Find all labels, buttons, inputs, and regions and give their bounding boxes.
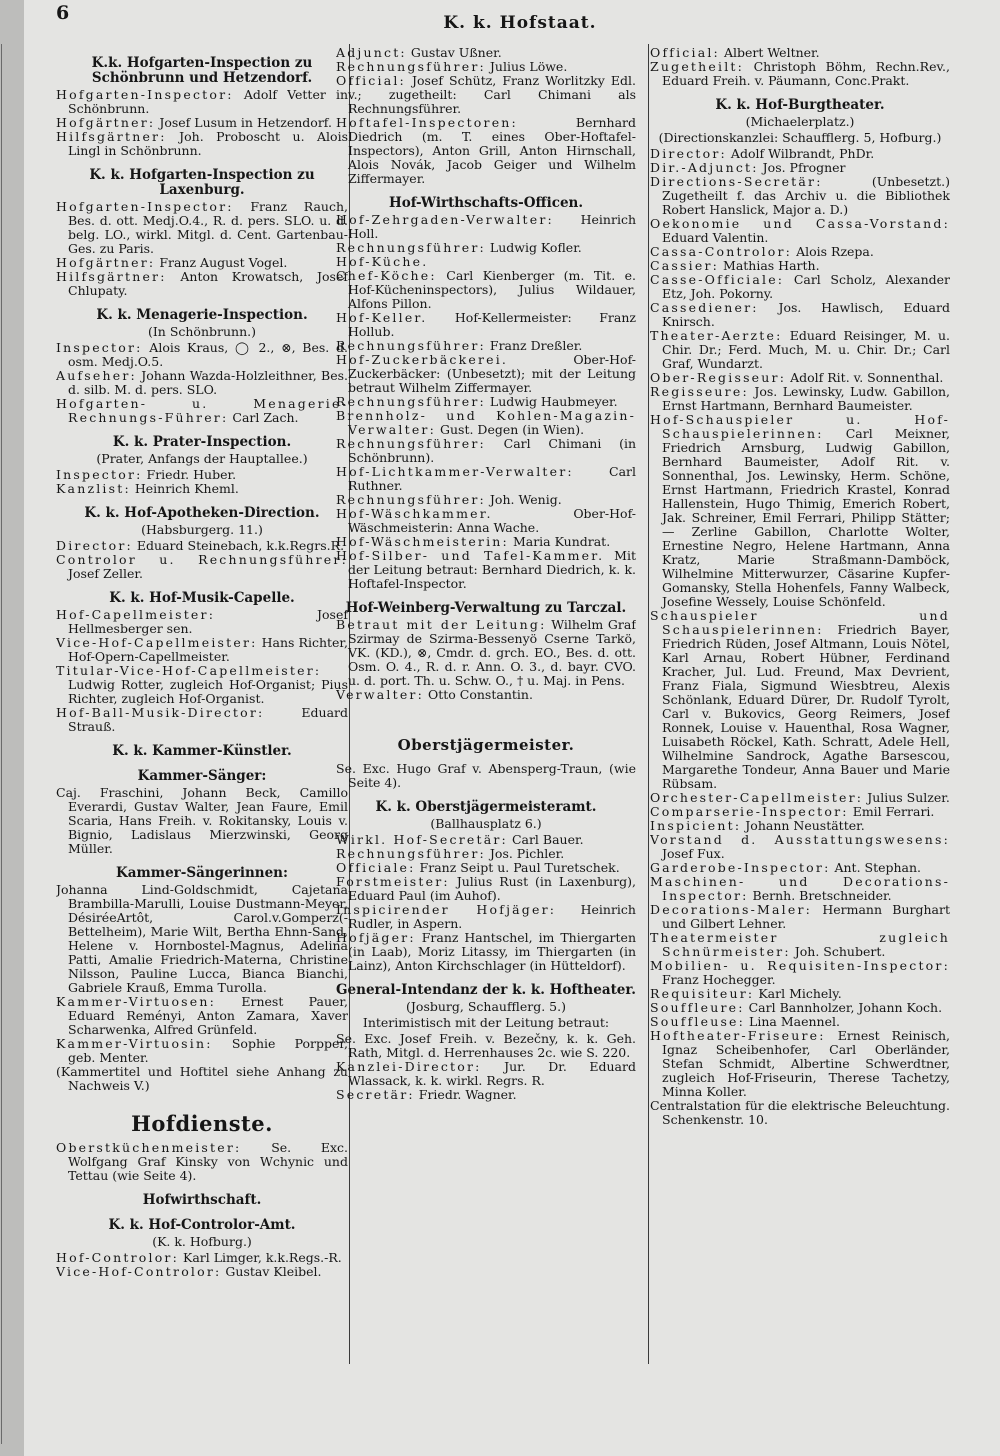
directory-entry: [336, 311, 636, 339]
entry-names: Carl Chimani (in Schönbrunn).: [348, 436, 636, 465]
entry-role: Inspector:: [56, 467, 143, 482]
entry-role: Chef-Köche:: [336, 268, 437, 283]
entry-names: Ober-Hof-Zuckerbäcker: (Unbesetzt); mit der Leitung betraut Wilhelm Ziffermayer.: [348, 352, 636, 395]
directory-entry: [336, 493, 636, 507]
entry-role: Casse-Officiale:: [650, 272, 785, 287]
directory-entry: [650, 161, 950, 175]
entry-names: Jos. Lewinsky, Ludw. Gabillon, Ernst Hartmann, Bernhard Baumeister.: [662, 384, 950, 413]
directory-entry: [336, 861, 636, 875]
entry-names: Ernest Pauer, Eduard Reményi, Anton Zamara, Xaver Scharwenka, Alfred Grünfeld.: [68, 994, 348, 1037]
directory-entry: [56, 706, 348, 734]
entry-role: Hofgärtner:: [56, 115, 156, 130]
entry-names: Jos. Pichler.: [489, 846, 565, 861]
entry-role: Rechnungsführer:: [336, 240, 486, 255]
directory-entry: [336, 437, 636, 465]
directory-entry: [650, 147, 950, 161]
directory-entry: [336, 1088, 636, 1102]
entry-names: Franz Hochegger.: [662, 972, 776, 987]
directory-entry: [56, 1265, 348, 1279]
entry-role: Officiale:: [336, 860, 416, 875]
directory-entry: [650, 1029, 950, 1099]
entry-names: Carl Meixner, Friedrich Arnsburg, Ludwig Gabillon, Bernhard Baumeister, Adolf Rit. v. Sonnenthal, Jos. Lewinsky, Herm. Schöne, Ernst Hartmann, Friedrich Krastel, Konrad Hallenstein, Hugo Thimig, Emerich Robert, Jak. Schreiner, Emil Ferrari, Philipp Stätter; — Zerline Gabillon, Charlotte Wolter, Ernestine Negro, Helene Hartmann, Anna Kratz, Marie Straßmann-Damböck, Wilhelmine Mitterwurzer, Cäsarine Kupfer-Gomansky, Stella Hohenfels, Fanny Walbeck, Josefine Wessely, Louise Schönfeld.: [662, 426, 950, 609]
directory-entry: [336, 409, 636, 437]
directory-entry: [650, 217, 950, 245]
entry-names: Hof-Kellermeister: Franz Hollub.: [348, 310, 636, 339]
entry-role: Hof-Ball-Musik-Director:: [56, 705, 265, 720]
entry-role: Cassediener:: [650, 300, 759, 315]
entry-role: Inspicirender Hofjäger:: [336, 902, 557, 917]
directory-entry: [336, 74, 636, 116]
entry-names: Se. Exc. Wolfgang Graf Kinsky von Wchynic und Tettau (wie Seite 4).: [68, 1140, 348, 1183]
entry-names: Karl Michely.: [758, 986, 842, 1001]
entry-role: Hof-Silber- und Tafel-Kammer.: [336, 548, 605, 563]
entry-names: Albert Weltner.: [723, 46, 820, 60]
text-paragraph: Se. Exc. Hugo Graf v. Abensperg-Traun, (wie Seite 4).: [336, 761, 636, 790]
section-heading: Hof-Weinberg-Verwaltung zu Tarczal.: [345, 600, 627, 616]
directory-entry: [336, 116, 636, 186]
entry-role: Hof-Lichtkammer-Verwalter:: [336, 464, 574, 479]
section-subtitle: (Josburg, Schaufflerg. 5.): [406, 999, 566, 1014]
binding-gutter: [0, 0, 24, 1456]
entry-role: Hof-Wäschkammer.: [336, 506, 493, 521]
margin-rule: [1, 44, 2, 1444]
directory-entry: [56, 1251, 348, 1265]
page-number: 6: [56, 2, 70, 24]
column-right: [650, 46, 950, 1391]
entry-names: Josef Lusum in Hetzendorf.: [159, 115, 332, 130]
entry-names: Karl Limger, k.k.Regs.-R.: [183, 1250, 342, 1265]
directory-entry: [650, 175, 950, 217]
column-rule-2: [648, 44, 649, 1364]
entry-names: Carl Kienberger (m. Tit. e. Hof-Kücheninspectors), Julius Wildauer, Alfons Pillon.: [348, 268, 636, 311]
directory-entry: [56, 539, 348, 553]
directory-entry: [56, 130, 348, 158]
entry-role: Comparserie-Inspector:: [650, 804, 849, 819]
entry-role: Official:: [650, 46, 720, 60]
entry-names: Gustav Kleibel.: [225, 1264, 322, 1279]
directory-entry: [56, 636, 348, 664]
entry-role: Rechnungsführer:: [336, 394, 486, 409]
entry-role: Hof-Keller.: [336, 310, 428, 325]
entry-role: Regisseure:: [650, 384, 749, 399]
entry-role: Orchester-Capellmeister:: [650, 790, 864, 805]
major-heading: Oberstjägermeister.: [397, 736, 575, 754]
entry-role: Secretär:: [336, 1087, 415, 1102]
major-heading: Hofdienste.: [131, 1111, 273, 1136]
directory-entry: [650, 959, 950, 987]
entry-role: Hof-Controlor:: [56, 1250, 180, 1265]
section-heading: General-Intendanz der k. k. Hoftheater.: [336, 982, 636, 998]
directory-entry: [650, 329, 950, 371]
entry-role: Rechnungsführer:: [336, 436, 486, 451]
directory-entry: [336, 875, 636, 903]
entry-names: Anton Krowatsch, Josef Chlupaty.: [68, 269, 348, 298]
directory-entry: [336, 465, 636, 493]
directory-entry: [650, 987, 950, 1001]
directory-entry: [650, 1015, 950, 1029]
entry-names: Friedr. Huber.: [146, 467, 237, 482]
directory-entry: [336, 507, 636, 535]
entry-names: Sophie Porpper, geb. Menter.: [68, 1036, 348, 1065]
directory-entry: [56, 341, 348, 369]
entry-names: Joh. Proboscht u. Alois Lingl in Schönbrunn.: [68, 129, 348, 158]
entry-role: Kanzlei-Director:: [336, 1059, 482, 1074]
directory-entry: [336, 535, 636, 549]
section-heading: K. k. Prater-Inspection.: [112, 434, 292, 450]
entry-role: Hof-Capellmeister:: [56, 607, 216, 622]
entry-names: Mathias Harth.: [723, 258, 820, 273]
entry-role: Cassa-Controlor:: [650, 244, 793, 259]
entry-role: Dir.-Adjunct:: [650, 160, 759, 175]
entry-role: Director:: [650, 146, 727, 161]
entry-names: Mit der Leitung betraut: Bernhard Diedrich, k. k. Hoftafel-Inspector.: [348, 548, 636, 591]
section-heading: K.k. Hofgarten-Inspection zu Schönbrunn und Hetzendorf.: [91, 55, 313, 86]
entry-role: Hofgarten-Inspector:: [56, 199, 234, 214]
entry-role: Cassier:: [650, 258, 720, 273]
directory-entry: [56, 468, 348, 482]
entry-names: Heinrich Kheml.: [134, 481, 239, 496]
entry-names: Hans Richter, Hof-Opern-Capellmeister.: [68, 635, 348, 664]
entry-names: Carl Bauer.: [511, 832, 584, 847]
directory-entry: [336, 1060, 636, 1088]
entry-role: Betraut mit der Leitung:: [336, 617, 547, 632]
entry-names: Adolf Rit. v. Sonnenthal.: [790, 370, 944, 385]
column-middle: [336, 46, 636, 1386]
directory-entry: [336, 353, 636, 395]
section-heading: Hofwirthschaft.: [142, 1192, 262, 1208]
directory-entry: [56, 270, 348, 298]
entry-names: Carl Ruthner.: [348, 464, 636, 493]
entry-names: Alois Rzepa.: [796, 244, 874, 259]
entry-names: Franz Rauch, Bes. d. ott. Medj.O.4., R. d. pers. SLO. u. d. belg. LO., wirkl. Mitgl. d. Cent. Gartenbau-Ges. zu Paris.: [68, 199, 348, 256]
section-subtitle: (K. k. Hofburg.): [152, 1234, 252, 1249]
entry-role: Inspector:: [56, 340, 143, 355]
entry-names: Ludwig Rotter, zugleich Hof-Organist; Pius Richter, zugleich Hof-Organist.: [68, 677, 348, 706]
entry-names: Maria Kundrat.: [512, 534, 611, 549]
entry-role: Titular-Vice-Hof-Capellmeister:: [56, 663, 322, 678]
entry-role: Hof-Schauspieler u. Hof-Schauspielerinnen:: [650, 412, 950, 441]
directory-entry: [56, 256, 348, 270]
directory-entry: [650, 60, 950, 88]
directory-entry: [650, 609, 950, 791]
text-paragraph: Caj. Fraschini, Johann Beck, Camillo Everardi, Gustav Walter, Jean Faure, Emil Scaria, Hans Freih. v. Rokitansky, Louis v. Bignio, Ladislaus Mierzwinski, Georg Müller.: [56, 785, 348, 856]
entry-names: Julius Sulzer.: [867, 790, 950, 805]
section-subtitle: Interimistisch mit der Leitung betraut:: [362, 1015, 610, 1030]
entry-role: Official:: [336, 73, 406, 88]
section-subtitle: (Michaelerplatz.): [745, 114, 855, 129]
running-head: K. k. Hofstaat.: [443, 13, 597, 33]
entry-names: Friedrich Bayer, Friedrich Rüden, Josef Altmann, Louis Nötel, Karl Arnau, Robert Hübner, Ferdinand Kracher, Jul. Lud. Freund, Max Devrient, Franz Fiala, Sigmund Wiesbtreu, Alexis Schönlank, Eduard Dürer, Dr. Rudolf Tyrolt, Carl v. Bukovics, Georg Reimers, Josef Ronnek, Louise v. Hauenthal, Rosa Wagner, Luisabeth Röckel, Kath. Schratt, Adele Hell, Wilhelmine Sandrock, Agathe Barsescou, Margarethe Tondeur, Anna Bauer und Marie Rübsam.: [662, 622, 950, 791]
text-paragraph: Johanna Lind-Goldschmidt, Cajetana Brambilla-Marulli, Louise Dustmann-Meyer, DésiréeArtôt, Carol.v.Gomperz(-Bettelheim), Marie Wilt, Bertha Ehnn-Sand, Helene v. Hornbostel-Magnus, Adelina Patti, Amalie Friedrich-Materna, Christine Nilsson, Pauline Lucca, Bianca Bianchi, Gabriele Krauß, Emma Turolla.: [56, 882, 348, 995]
entry-role: Hofjäger:: [336, 930, 416, 945]
entry-role: Adjunct:: [336, 46, 407, 60]
section-subtitle: (Directionskanzlei: Schaufflerg. 5, Hofburg.): [658, 130, 942, 145]
directory-entry: [56, 995, 348, 1037]
directory-entry: [336, 339, 636, 353]
entry-role: Hofgarten- u. Menagerie-Rechnungs-Führer:: [56, 396, 348, 425]
entry-names: Ludwig Kofler.: [489, 240, 582, 255]
section-subtitle: (Habsburgerg. 11.): [141, 522, 263, 537]
entry-names: Friedr. Wagner.: [418, 1087, 517, 1102]
column-left: [56, 46, 348, 1386]
entry-names: Franz Hantschel, im Thiergarten (in Laab), Moriz Litassy, im Thiergarten (in Lainz), Anton Kirchschlager (in Hütteldorf).: [348, 930, 636, 973]
entry-names: Josef Zeller.: [68, 566, 143, 581]
entry-role: Schauspieler und Schauspielerinnen:: [650, 608, 950, 637]
entry-names: Johann Neustätter.: [745, 818, 865, 833]
entry-role: Kammer-Virtuosin:: [56, 1036, 213, 1051]
entry-names: Carl Scholz, Alexander Etz, Joh. Pokorny.: [662, 272, 950, 301]
entry-names: Julius Löwe.: [489, 59, 568, 74]
entry-names: Carl Bannholzer, Johann Koch.: [748, 1000, 943, 1015]
entry-role: Director:: [56, 538, 133, 553]
entry-role: Oekonomie und Cassa-Vorstand:: [650, 216, 950, 231]
section-heading: Kammer-Sänger:: [137, 768, 267, 784]
entry-role: Hof-Zuckerbäckerei.: [336, 352, 509, 367]
entry-role: Kammer-Virtuosen:: [56, 994, 217, 1009]
directory-entry: [336, 46, 636, 60]
text-paragraph: (Kammertitel und Hoftitel siehe Anhang zu Nachweis V.): [56, 1064, 348, 1093]
entry-role: Forstmeister:: [336, 874, 450, 889]
entry-names: Ernest Reinisch, Ignaz Scheibenhofer, Carl Oberländer, Stefan Schmidt, Albertine Schwerdtner, zugleich Hof-Friseurin, Therese Tachetzy, Minna Koller.: [662, 1028, 950, 1099]
entry-names: Alois Kraus, ◯ 2., ⊗, Bes. d. osm. Medj.O.5.: [68, 340, 348, 369]
directory-entry: [650, 385, 950, 413]
directory-entry: [56, 397, 348, 425]
directory-entry: [650, 931, 950, 959]
entry-role: Aufseher:: [56, 368, 137, 383]
entry-names: Josef Hellmesberger sen.: [68, 607, 348, 636]
text-paragraph: Se. Exc. Josef Freih. v. Bezečny, k. k. Geh. Rath, Mitgl. d. Herrenhauses 2c. wie S. 220.: [336, 1031, 636, 1060]
entry-role: Directions-Secretär:: [650, 174, 823, 189]
directory-entry: [336, 241, 636, 255]
entry-role: Controlor u. Rechnungsführer:: [56, 552, 348, 567]
section-heading: K. k. Menagerie-Inspection.: [96, 307, 308, 323]
directory-entry: [56, 1141, 348, 1183]
text-paragraph: Centralstation für die elektrische Beleuchtung. Schenkenstr. 10.: [650, 1098, 950, 1127]
entry-names: Ludwig Haubmeyer.: [489, 394, 618, 409]
directory-entry: [336, 60, 636, 74]
entry-role: Decorations-Maler:: [650, 902, 813, 917]
entry-names: Wilhelm Graf Szirmay de Szirma-Bessenyö Cserne Tarkö, VK. (KD.), ⊗, Cmdr. d. grch. EO., Bes. d. ott. Osm. O. 4., R. d. r. Ann. O. 3., d. bayr. CVO. u. d. port. Th. u. Schw. O., † u. Maj. in Pens.: [348, 617, 636, 688]
entry-names: Eduard Reisinger, M. u. Chir. Dr.; Ferd. Much, M. u. Chir. Dr.; Carl Graf, Wundarzt.: [662, 328, 950, 371]
entry-names: (Unbesetzt.) Zugetheilt f. das Archiv u. die Bibliothek Robert Hanslick, Major a. D.): [662, 174, 950, 217]
entry-role: Maschinen- und Decorations-Inspector:: [650, 874, 950, 903]
entry-names: Bernh. Bretschneider.: [752, 888, 892, 903]
entry-names: Franz Dreßler.: [489, 338, 583, 353]
entry-role: Hof-Zehrgaden-Verwalter:: [336, 212, 554, 227]
directory-entry: [56, 369, 348, 397]
directory-entry: [336, 213, 636, 241]
entry-role: Inspicient:: [650, 818, 742, 833]
entry-role: Hof-Wäschmeisterin:: [336, 534, 509, 549]
entry-role: Souffleuse:: [650, 1014, 746, 1029]
directory-entry: [650, 875, 950, 903]
entry-role: Zugetheilt:: [650, 59, 745, 74]
directory-entry: [336, 255, 636, 269]
entry-names: Bernhard Diedrich (m. T. eines Ober-Hoftafel-Inspectors), Anton Grill, Anton Hirnschall, Alois Novák, Jacob Geiger und Wilhelm Ziffermayer.: [348, 115, 636, 186]
section-heading: K. k. Hof-Burgtheater.: [715, 97, 885, 113]
entry-names: Jur. Dr. Eduard Wlassack, k. k. wirkl. Regrs. R.: [348, 1059, 636, 1088]
directory-entry: [650, 833, 950, 861]
entry-role: Ober-Regisseur:: [650, 370, 787, 385]
directory-entry: [650, 861, 950, 875]
entry-role: Hilfsgärtner:: [56, 269, 167, 284]
directory-entry: [650, 413, 950, 609]
entry-role: Garderobe-Inspector:: [650, 860, 831, 875]
directory-entry: [336, 395, 636, 409]
directory-entry: [336, 833, 636, 847]
entry-role: Theatermeister zugleich Schnürmeister:: [650, 930, 950, 959]
entry-names: Franz Seipt u. Paul Turetschek.: [419, 860, 620, 875]
section-subtitle: (In Schönbrunn.): [147, 324, 256, 339]
directory-entry: [650, 819, 950, 833]
entry-role: Souffleure:: [650, 1000, 745, 1015]
directory-entry: [56, 553, 348, 581]
entry-role: Theater-Aerzte:: [650, 328, 783, 343]
entry-names: Hermann Burghart und Gilbert Lehner.: [662, 902, 950, 931]
entry-names: Emil Ferrari.: [852, 804, 935, 819]
entry-role: Hof-Küche.: [336, 254, 429, 269]
directory-entry: [56, 482, 348, 496]
entry-role: Verwalter:: [336, 687, 425, 702]
directory-entry: [650, 805, 950, 819]
entry-role: Wirkl. Hof-Secretär:: [336, 832, 508, 847]
entry-role: Vice-Hof-Capellmeister:: [56, 635, 258, 650]
directory-entry: [56, 664, 348, 706]
directory-entry: [56, 116, 348, 130]
entry-role: Mobilien- u. Requisiten-Inspector:: [650, 958, 950, 973]
entry-role: Brennholz- und Kohlen-Magazin-Verwalter:: [336, 408, 636, 437]
directory-entry: [650, 791, 950, 805]
entry-names: Adolf Wilbrandt, PhDr.: [730, 146, 875, 161]
section-heading: K. k. Oberstjägermeisteramt.: [375, 799, 597, 815]
section-heading: K. k. Hofgarten-Inspection zu Laxenburg.: [89, 167, 315, 198]
directory-entry: [650, 46, 950, 60]
section-heading: K. k. Hof-Apotheken-Direction.: [84, 505, 320, 521]
entry-role: Hoftheater-Friseure:: [650, 1028, 826, 1043]
entry-names: Joh. Wenig.: [489, 492, 562, 507]
entry-role: Oberstküchenmeister:: [56, 1140, 242, 1155]
entry-role: Rechnungsführer:: [336, 492, 486, 507]
directory-entry: [650, 371, 950, 385]
entry-names: Josef Fux.: [662, 846, 725, 861]
entry-role: Rechnungsführer:: [336, 59, 486, 74]
directory-entry: [650, 273, 950, 301]
section-heading: K. k. Hof-Controlor-Amt.: [108, 1217, 296, 1233]
entry-role: Hoftafel-Inspectoren:: [336, 115, 518, 130]
entry-role: Rechnungsführer:: [336, 846, 486, 861]
entry-names: Franz August Vogel.: [159, 255, 288, 270]
entry-names: Julius Rust (in Laxenburg), Eduard Paul (im Auhof).: [348, 874, 636, 903]
entry-names: Josef Schütz, Franz Worlitzky Edl. v.; zugetheilt: Carl Chimani als Rechnungsführer.: [348, 73, 636, 116]
entry-role: Vice-Hof-Controlor:: [56, 1264, 222, 1279]
directory-entry: [650, 903, 950, 931]
entry-role: Hilfsgärtner:: [56, 129, 167, 144]
entry-names: Jos. Hawlisch, Eduard Knirsch.: [662, 300, 950, 329]
entry-names: Eduard Strauß.: [68, 705, 348, 734]
directory-entry: [650, 301, 950, 329]
section-heading: K. k. Kammer-Künstler.: [112, 743, 292, 759]
entry-names: Ober-Hof-Wäschmeisterin: Anna Wache.: [348, 506, 636, 535]
directory-entry: [650, 1001, 950, 1015]
entry-names: Eduard Valentin.: [662, 230, 769, 245]
entry-names: Gustav Ußner.: [410, 46, 502, 60]
directory-entry: [336, 549, 636, 591]
entry-names: Jos. Pfrogner: [762, 160, 846, 175]
entry-names: Carl Zach.: [232, 410, 299, 425]
section-subtitle: (Ballhausplatz 6.): [430, 816, 542, 831]
entry-names: Ant. Stephan.: [834, 860, 922, 875]
directory-entry: [336, 847, 636, 861]
entry-role: Vorstand d. Ausstattungswesens:: [650, 832, 950, 847]
section-heading: Hof-Wirthschafts-Officen.: [388, 195, 584, 211]
entry-names: Gust. Degen (in Wien).: [440, 422, 585, 437]
entry-role: Kanzlist:: [56, 481, 131, 496]
entry-names: Eduard Steinebach, k.k.Regrs.R.: [136, 538, 345, 553]
entry-role: Hofgärtner:: [56, 255, 156, 270]
entry-role: Rechnungsführer:: [336, 338, 486, 353]
section-heading: K. k. Hof-Musik-Capelle.: [109, 590, 295, 606]
entry-names: Adolf Vetter in Schönbrunn.: [68, 87, 348, 116]
directory-entry: [56, 88, 348, 116]
entry-names: Lina Maennel.: [749, 1014, 840, 1029]
directory-entry: [56, 200, 348, 256]
entry-names: Heinrich Rudler, in Aspern.: [348, 902, 636, 931]
directory-entry: [650, 245, 950, 259]
entry-names: Christoph Böhm, Rechn.Rev., Eduard Freih. v. Päumann, Conc.Prakt.: [662, 59, 950, 88]
entry-role: Requisiteur:: [650, 986, 755, 1001]
entry-role: Hofgarten-Inspector:: [56, 87, 234, 102]
directory-entry: [650, 259, 950, 273]
directory-entry: [336, 688, 636, 702]
directory-entry: [336, 618, 636, 688]
entry-names: Otto Constantin.: [428, 687, 533, 702]
entry-names: Johann Wazda-Holzleithner, Bes. d. silb. M. d. pers. SLO.: [68, 368, 348, 397]
directory-entry: [336, 931, 636, 973]
directory-entry: [336, 269, 636, 311]
section-heading: Kammer-Sängerinnen:: [116, 865, 288, 881]
section-subtitle: (Prater, Anfangs der Hauptallee.): [96, 451, 308, 466]
directory-entry: [56, 608, 348, 636]
directory-entry: [336, 903, 636, 931]
directory-entry: [56, 1037, 348, 1065]
entry-names: Heinrich Holl.: [348, 212, 636, 241]
entry-names: Joh. Schubert.: [794, 944, 886, 959]
